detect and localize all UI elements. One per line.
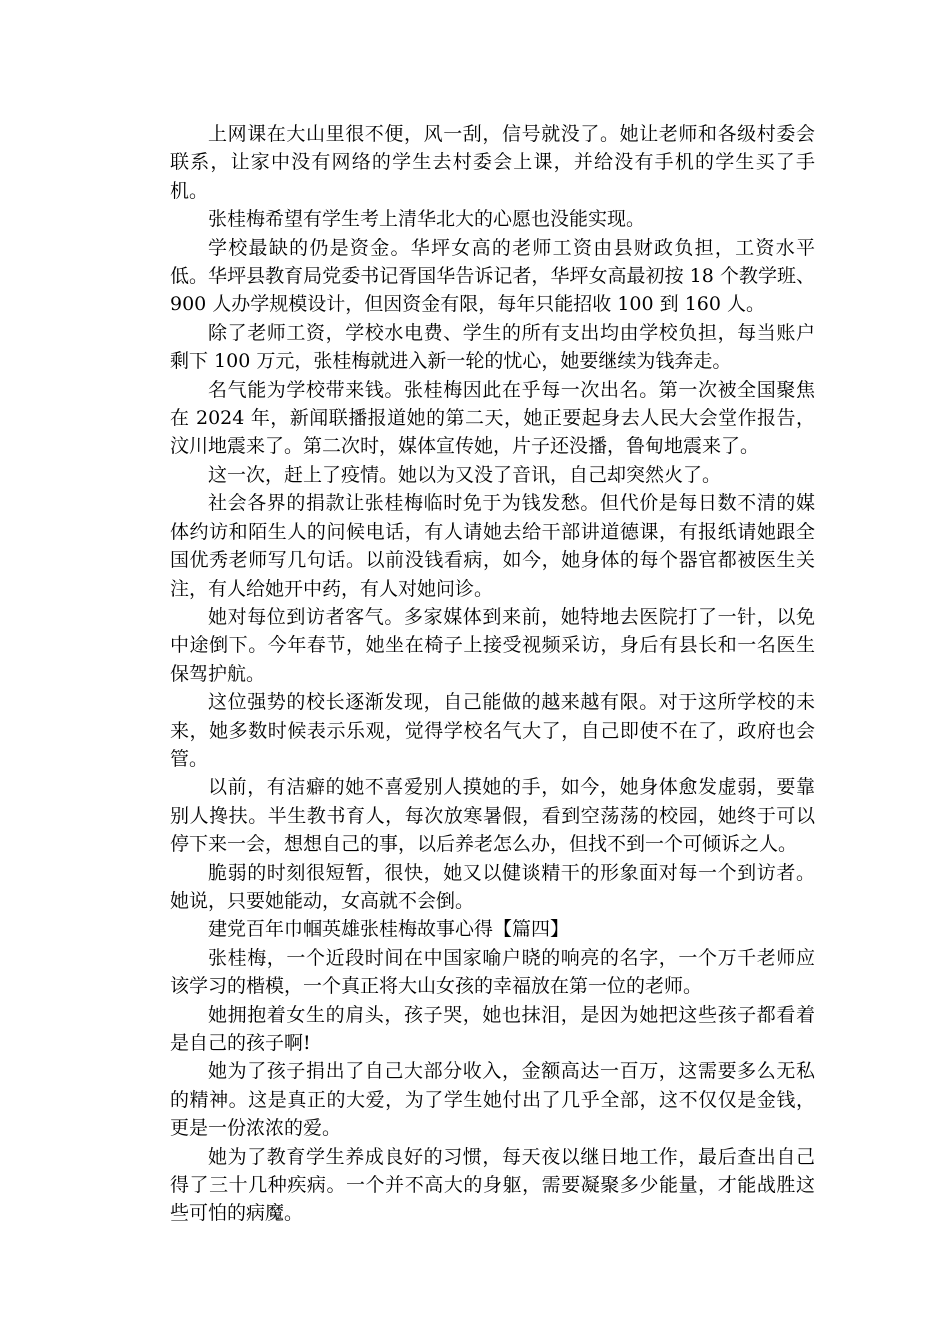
paragraph: 她为了孩子捐出了自己大部分收入，金额高达一百万，这需要多么无私的精神。这是真正的大爱，为了学生她付出了几乎全部，这不仅仅是金钱，更是一份浓浓的爱。 <box>170 1060 815 1140</box>
paragraph: 张桂梅希望有学生考上清华北大的心愿也没能实现。 <box>208 208 646 231</box>
paragraph: 学校最缺的仍是资金。华坪女高的老师工资由县财政负担，工资水平低。华坪县教育局党委书记胥国华告诉记者，华坪女高最初按 18 个教学班、900 人办学规模设计，但因资金有限，每年只能招收 100 到 160 人。 <box>170 236 815 316</box>
paragraph: 以前，有洁癖的她不喜爱别人摸她的手，如今，她身体愈发虚弱，要靠别人搀扶。半生教书育人，每次放寒暑假，看到空荡荡的校园，她终于可以停下来一会，想想自己的事，以后养老怎么办，但找不到一个可倾诉之人。 <box>170 776 815 856</box>
paragraph: 她对每位到访者客气。多家媒体到来前，她特地去医院打了一针，以免中途倒下。今年春节，她坐在椅子上接受视频采访，身后有县长和一名医生保驾护航。 <box>170 605 815 685</box>
paragraph: 她为了教育学生养成良好的习惯，每天夜以继日地工作，最后查出自己得了三十几种疾病。一个并不高大的身躯，需要凝聚多少能量，才能战胜这些可怕的病魔。 <box>170 1145 815 1225</box>
paragraph: 脆弱的时刻很短暂，很快，她又以健谈精干的形象面对每一个到访者。她说，只要她能动，女高就不会倒。 <box>170 861 815 912</box>
paragraph: 上网课在大山里很不便，风一刮，信号就没了。她让老师和各级村委会联系，让家中没有网络的学生去村委会上课，并给没有手机的学生买了手机。 <box>170 123 815 202</box>
paragraph: 社会各界的捐款让张桂梅临时免于为钱发愁。但代价是每日数不清的媒体约访和陌生人的问候电话，有人请她去给干部讲道德课，有报纸请她跟全国优秀老师写几句话。以前没钱看病，如今，她身体的每个器官都被医生关注，有人给她开中药，有人对她问诊。 <box>170 492 815 600</box>
paragraph: 这位强势的校长逐渐发现，自己能做的越来越有限。对于这所学校的未来，她多数时候表示乐观，觉得学校名气大了，自己即使不在了，政府也会管。 <box>170 691 815 770</box>
paragraph: 除了老师工资，学校水电费、学生的所有支出均由学校负担，每当账户剩下 100 万元，张桂梅就进入新一轮的忧心，她要继续为钱奔走。 <box>170 321 815 373</box>
section-heading: 建党百年巾帼英雄张桂梅故事心得【篇四】 <box>208 918 570 941</box>
paragraph: 她拥抱着女生的肩头，孩子哭，她也抹泪，是因为她把这些孩子都看着是自己的孩子啊! <box>170 1003 815 1054</box>
document-body <box>170 120 815 1228</box>
paragraph: 张桂梅，一个近段时间在中国家喻户晓的响亮的名字，一个万千老师应该学习的楷模，一个真正将大山女孩的幸福放在第一位的老师。 <box>170 946 815 998</box>
paragraph: 这一次，赶上了疫情。她以为又没了音讯，自己却突然火了。 <box>208 463 722 486</box>
paragraph: 名气能为学校带来钱。张桂梅因此在乎每一次出名。第一次被全国聚焦在 2024 年，新闻联播报道她的第二天，她正要起身去人民大会堂作报告，汶川地震来了。第二次时，媒体宣传她，片子还没播，鲁甸地震来了。 <box>170 378 815 458</box>
